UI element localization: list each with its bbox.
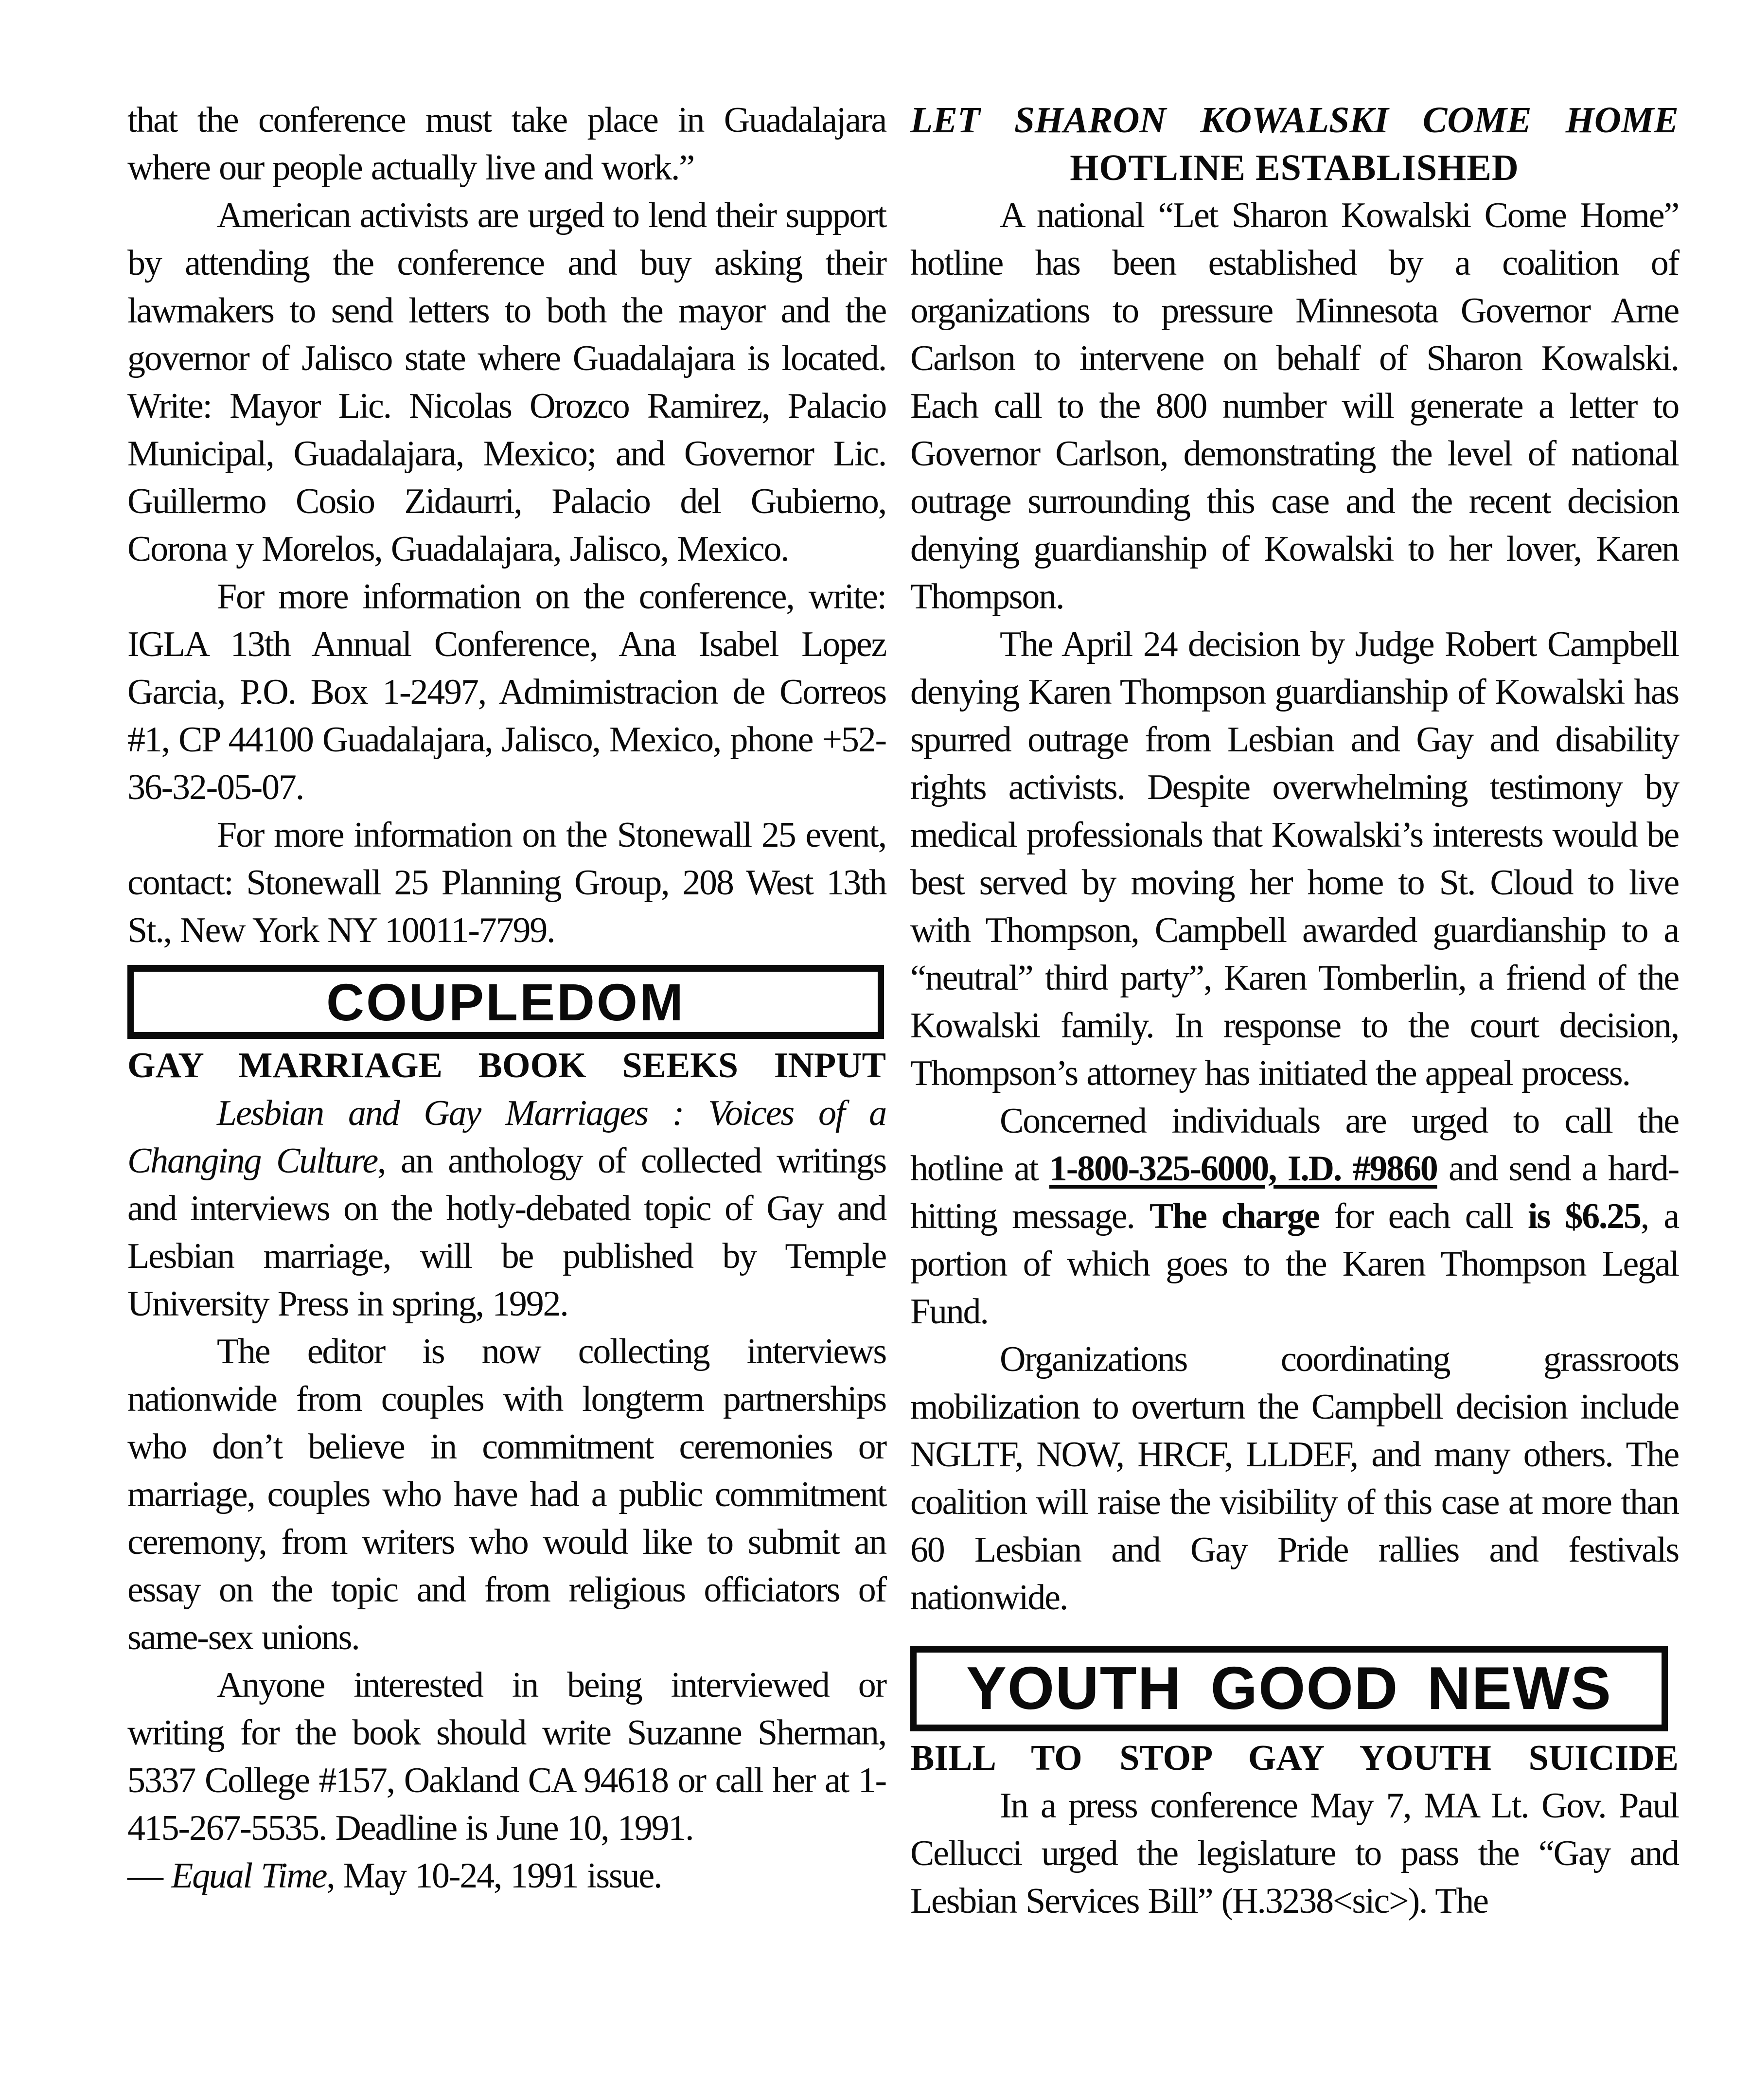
left-column bbox=[127, 96, 886, 1900]
call-to-action-paragraph: Concerned individuals are urged to call the hotline at 1-800-325-6000, I.D. #9860 and send a hard-hitting message. The charge for each call is $6.25, a portion of which goes to the Karen Thompson Legal Fund. bbox=[910, 1101, 1679, 1332]
call-charge: is $6.25 bbox=[1528, 1196, 1641, 1236]
source-credit: — Equal Time, May 10-24, 1991 issue. bbox=[127, 1856, 662, 1896]
section-banner-label: COUPLEDOM bbox=[326, 972, 685, 1032]
stonewall-info-paragraph: For more information on the Stonewall 25 event, contact: Stonewall 25 Planning Group, 208 West 13th St., New York NY 10011-7799. bbox=[127, 815, 886, 950]
organizations-paragraph: Organizations coordinating grassroots mobilization to overturn the Campbell decision include NGLTF, NOW, HRCF, LLDEF, and many others. The coalition will raise the visibility of this case at more than 60 Lesbian and Gay Pride rallies and festivals nationwide. bbox=[910, 1339, 1679, 1618]
contact-paragraph: Anyone interested in being interviewed or writing for the book should write Suzanne Sherman, 5337 College #157, Oakland CA 94618 or call her at 1-415-267-5535. Deadline is June 10, 1991. bbox=[127, 1665, 886, 1848]
hotline-number: 1-800-325-6000, I.D. #9860 bbox=[1049, 1149, 1437, 1189]
section-banner-youth-good-news bbox=[910, 1646, 1668, 1731]
press-conference-paragraph: In a press conference May 7, MA Lt. Gov. Paul Cellucci urged the legislature to pass the “Gay and Lesbian Services Bill” (H.3238<sic>). The bbox=[910, 1786, 1679, 1921]
section-banner-label: YOUTH GOOD NEWS bbox=[966, 1655, 1612, 1722]
article-kicker: LET SHARON KOWALSKI COME HOME bbox=[910, 100, 1679, 141]
conference-info-paragraph: For more information on the conference, write: IGLA 13th Annual Conference, Ana Isabel Lopez Garcia, P.O. Box 1-2497, Admimistracion de Correos #1, CP 44100 Guadalajara, Jalisco, Mexico, phone +52-36-32-05-07. bbox=[127, 577, 886, 807]
activists-paragraph: American activists are urged to lend their support by attending the conference and buy asking their lawmakers to send letters to both the mayor and the governor of Jalisco state where Guadalajara is located. Write: Mayor Lic. Nicolas Orozco Ramirez, Palacio Municipal, Guadalajara, Mexico; and Governor Lic. Guillermo Cosio Zidaurri, Palacio del Gubierno, Corona y Morelos, Guadalajara, Jalisco, Mexico. bbox=[127, 196, 886, 569]
source-publication: Equal Time bbox=[171, 1856, 327, 1896]
article-headline: GAY MARRIAGE BOOK SEEKS INPUT bbox=[127, 1046, 886, 1086]
article-subhead: HOTLINE ESTABLISHED bbox=[1070, 147, 1519, 188]
book-title: Lesbian and Gay Marriages : Voices of a Changing Culture bbox=[127, 1093, 886, 1181]
right-column bbox=[910, 96, 1679, 1925]
article-headline: BILL TO STOP GAY YOUTH SUICIDE bbox=[910, 1738, 1679, 1778]
section-banner-coupledom bbox=[127, 965, 884, 1039]
hotline-intro-paragraph: A national “Let Sharon Kowalski Come Home” hotline has been established by a coalition of organizations to pressure Minnesota Governor Arne Carlson to intervene on behalf of Sharon Kowalski. Each call to the 800 number will generate a letter to Governor Carlson, demonstrating the level of national outrage surrounding this case and the recent decision denying guardianship of Kowalski to her lover, Karen Thompson. bbox=[910, 196, 1679, 617]
continued-paragraph: that the conference must take place in Guadalajara where our people actually live and work.” bbox=[127, 100, 886, 188]
book-paragraph: Lesbian and Gay Marriages : Voices of a Changing Culture, an anthology of collected writings and interviews on the hotly-debated topic of Gay and Lesbian marriage, will be published by Temple University Press in spring, 1992. bbox=[127, 1093, 886, 1324]
editor-paragraph: The editor is now collecting interviews nationwide from couples with longterm partnerships who don’t believe in commitment ceremonies or marriage, couples who have had a public commitment ceremony, from writers who would like to submit an essay on the topic and from religious officiators of same-sex unions. bbox=[127, 1332, 886, 1657]
decision-paragraph: The April 24 decision by Judge Robert Campbell denying Karen Thompson guardianship of Kowalski has spurred outrage from Lesbian and Gay and disability rights activists. Despite overwhelming testimony by medical professionals that Kowalski’s interests would be best served by moving her home to St. Cloud to live with Thompson, Campbell awarded guardianship to a “neutral” third party”, Karen Tomberlin, a friend of the Kowalski family. In response to the court decision, Thompson’s attorney has initiated the appeal process. bbox=[910, 624, 1679, 1093]
